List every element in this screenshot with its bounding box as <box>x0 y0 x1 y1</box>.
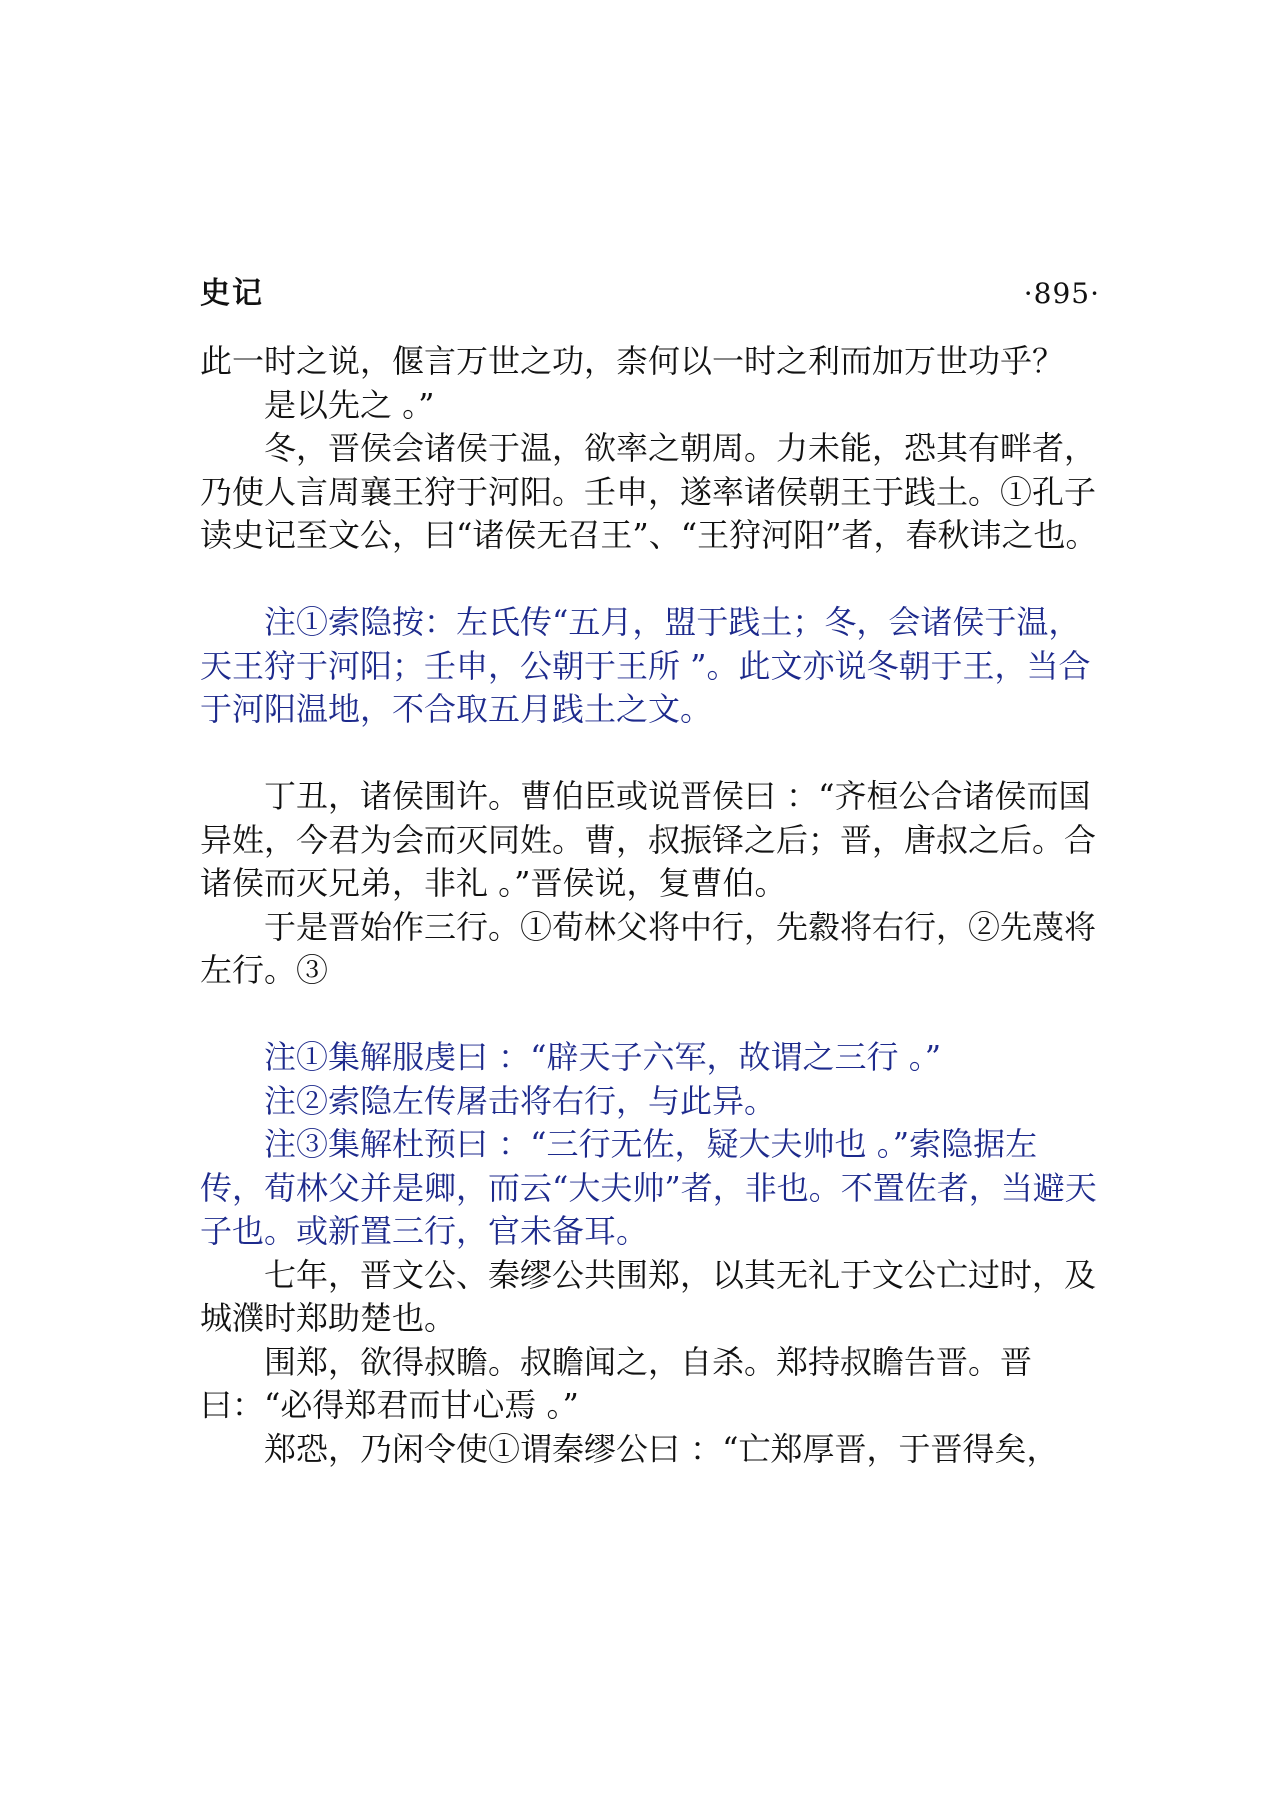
paragraph-gap <box>200 558 1100 602</box>
body-paragraph: 是以先之 。” <box>264 385 435 424</box>
body-paragraph: 冬，晋侯会诸侯于温，欲率之朝周。力未能，恐其有畔者，乃使人言周襄王狩于河阳。壬申，遂率诸侯朝王于践土。①孔子读史记至文公，曰“诸侯无召王”、“王狩河阳”者，春秋讳之也。 <box>200 429 1098 554</box>
annotation-paragraph: 注①索隐按：左氏传“五月，盟于践土；冬，会诸侯于温，天王狩于河阳；壬申，公朝于王所 ”。此文亦说冬朝于王，当合于河阳温地，不合取五月践土之文。 <box>200 603 1091 728</box>
annotation-paragraph: 注②索隐左传屠击将右行，与此异。 <box>264 1081 777 1120</box>
body-paragraph: 丁丑，诸侯围许。曹伯臣或说晋侯曰 ：“齐桓公合诸侯而国异姓，今君为会而灭同姓。曹，叔振铎之后；晋，唐叔之后。合诸侯而灭兄弟，非礼 。”晋侯说，复曹伯。 <box>200 777 1097 902</box>
paragraph-gap <box>200 993 1100 1037</box>
body-text <box>200 340 1100 1471</box>
annotation-paragraph: 注③集解杜预曰 ：“三行无佐，疑大夫帅也 。”索隐据左传，荀林父并是卿，而云“大夫帅”者，非也。不置佐者，当避天子也。或新置三行，官未备耳。 <box>200 1125 1097 1250</box>
page-number: ·895· <box>1023 277 1100 310</box>
page-header <box>200 268 1100 311</box>
running-title: 史记 <box>200 276 264 311</box>
body-paragraph: 此一时之说，偃言万世之功，柰何以一时之利而加万世功乎？ <box>200 342 1065 380</box>
document-page <box>200 268 1100 1471</box>
body-paragraph: 七年，晋文公、秦缪公共围郑，以其无礼于文公亡过时，及城濮时郑助楚也。 <box>200 1255 1097 1337</box>
body-paragraph: 郑恐，乃闲令使①谓秦缪公曰 ：“亡郑厚晋，于晋得矣， <box>264 1429 1059 1468</box>
annotation-paragraph: 注①集解服虔曰 ：“辟天子六军，故谓之三行 。” <box>264 1038 942 1076</box>
paragraph-gap <box>200 732 1100 776</box>
body-paragraph: 围郑，欲得叔瞻。叔瞻闻之，自杀。郑持叔瞻告晋。晋曰：“必得郑君而甘心焉 。” <box>200 1342 1033 1424</box>
body-paragraph: 于是晋始作三行。①荀林父将中行，先縠将右行，②先蔑将左行。③ <box>200 907 1097 989</box>
